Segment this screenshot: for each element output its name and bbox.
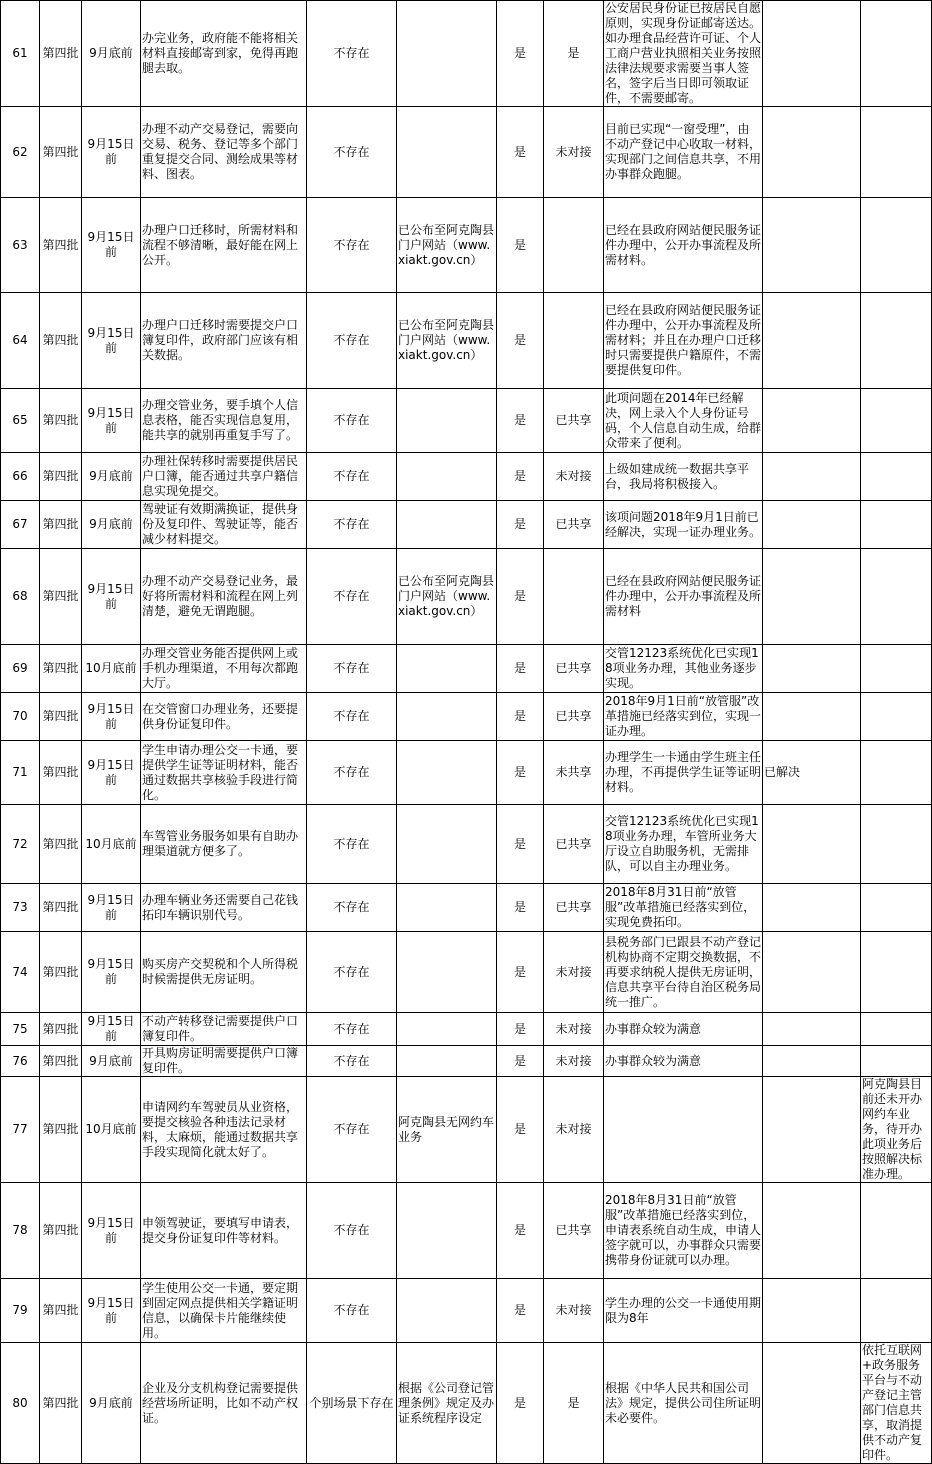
row-number-cell: 70 bbox=[1, 693, 40, 741]
sharing-status-cell: 未对接 bbox=[544, 1046, 604, 1077]
flag-cell: 是 bbox=[497, 741, 544, 805]
issue-cell: 申请网约车驾驶员从业资格，要提交核验各种违法记录材料，太麻烦，能通过数据共享手段实现简化就太好了。 bbox=[141, 1077, 307, 1183]
measure-cell: 办事群众较为满意 bbox=[604, 1046, 763, 1077]
deadline-cell: 9月15日前 bbox=[82, 884, 141, 932]
flag-cell: 是 bbox=[497, 501, 544, 549]
sharing-status-cell: 已共享 bbox=[544, 693, 604, 741]
deadline-cell: 9月15日前 bbox=[82, 932, 141, 1013]
measure-cell: 交管12123系统优化已实现18项业务办理，其他业务逐步实现。 bbox=[604, 645, 763, 693]
sharing-status-cell: 未对接 bbox=[544, 1077, 604, 1183]
table-row bbox=[1, 549, 932, 645]
table-row bbox=[1, 884, 932, 932]
sharing-status-cell: 未对接 bbox=[544, 1279, 604, 1343]
measure-cell: 该项问题2018年9月1日前已经解决，实现一证办理业务。 bbox=[604, 501, 763, 549]
basis-cell: 阿克陶县无网约车业务 bbox=[397, 1077, 497, 1183]
measure-cell: 目前已实现“一窗受理”，由不动产登记中心收取一材料，实现部门之间信息共享，不用办事群众跑腿。 bbox=[604, 107, 763, 198]
result-cell bbox=[763, 693, 861, 741]
deadline-cell: 9月底前 bbox=[82, 501, 141, 549]
sharing-status-cell: 是 bbox=[544, 1, 604, 107]
basis-cell bbox=[397, 107, 497, 198]
table-row bbox=[1, 645, 932, 693]
table-row bbox=[1, 1, 932, 107]
basis-cell bbox=[397, 932, 497, 1013]
issue-cell: 购买房产交契税和个人所得税时候需提供无房证明。 bbox=[141, 932, 307, 1013]
result-cell bbox=[763, 1046, 861, 1077]
exists-cell: 不存在 bbox=[307, 741, 397, 805]
measure-cell: 公安居民身份证已按居民自愿原则，实现身份证邮寄送达。如办理食品经营许可证、个人工商户营业执照相关业务按照法律法规要求需要当事人签名，签字后当日即可领取证件，不需要邮寄。 bbox=[605, 1, 762, 105]
deadline-cell: 9月15日前 bbox=[82, 549, 141, 645]
deadline-cell: 9月15日前 bbox=[82, 1013, 141, 1046]
exists-cell: 不存在 bbox=[307, 293, 397, 389]
issue-cell: 申领驾驶证，要填写申请表，提交身份证复印件等材料。 bbox=[141, 1183, 307, 1279]
measure-cell: 2018年8月31日前“放管服”改革措施已经落实到位，申请表系统自动生成，申请人签字就可以，办事群众只需要携带身份证就可以办理。 bbox=[604, 1183, 763, 1279]
table-row bbox=[1, 1343, 932, 1464]
issue-cell: 开具购房证明需要提供户口簿复印件。 bbox=[141, 1046, 307, 1077]
flag-cell: 是 bbox=[497, 805, 544, 884]
row-number-cell: 80 bbox=[1, 1343, 40, 1464]
exists-cell: 不存在 bbox=[307, 884, 397, 932]
result-cell bbox=[763, 549, 861, 645]
flag-cell: 是 bbox=[497, 884, 544, 932]
issue-cell: 办理户口迁移时，所需材料和流程不够清晰，最好能在网上公开。 bbox=[141, 198, 307, 293]
issue-cell: 办理社保转移时需要提供居民户口簿，能否通过共享户籍信息实现免提交。 bbox=[141, 453, 307, 501]
issue-cell: 驾驶证有效期满换证，提供身份及复印件、驾驶证等，能否减少材料提交。 bbox=[141, 501, 307, 549]
flag-cell: 是 bbox=[497, 198, 544, 293]
batch-cell: 第四批 bbox=[40, 1077, 82, 1183]
row-number-cell: 75 bbox=[1, 1013, 40, 1046]
flag-cell: 是 bbox=[497, 1077, 544, 1183]
batch-cell: 第四批 bbox=[40, 501, 82, 549]
flag-cell: 是 bbox=[497, 1013, 544, 1046]
flag-cell: 是 bbox=[497, 693, 544, 741]
sharing-status-cell: 未对接 bbox=[544, 107, 604, 198]
issue-cell: 办理不动产交易登记，需要向交易、税务、登记等多个部门重复提交合同、测绘成果等材料、图表。 bbox=[141, 107, 307, 198]
measure-cell: 办事群众较为满意 bbox=[604, 1013, 763, 1046]
row-number-cell: 73 bbox=[1, 884, 40, 932]
result-cell bbox=[763, 1183, 861, 1279]
result-cell bbox=[763, 198, 861, 293]
flag-cell: 是 bbox=[497, 1183, 544, 1279]
issue-cell: 不动产转移登记需要提供户口簿复印件。 bbox=[141, 1013, 307, 1046]
note-cell bbox=[861, 884, 932, 932]
table-body bbox=[1, 1, 932, 1464]
table-row bbox=[1, 501, 932, 549]
deadline-cell: 9月底前 bbox=[82, 1, 141, 107]
row-number-cell: 71 bbox=[1, 741, 40, 805]
result-cell: 已解决 bbox=[763, 741, 861, 805]
table-row bbox=[1, 198, 932, 293]
batch-cell: 第四批 bbox=[40, 1013, 82, 1046]
flag-cell: 是 bbox=[497, 1, 544, 107]
flag-cell: 是 bbox=[497, 107, 544, 198]
result-cell bbox=[763, 932, 861, 1013]
result-cell bbox=[763, 1077, 861, 1183]
batch-cell: 第四批 bbox=[40, 453, 82, 501]
basis-cell bbox=[397, 645, 497, 693]
batch-cell: 第四批 bbox=[40, 1, 82, 107]
issue-cell: 办理户口迁移时需要提交户口簿复印件，政府部门应该有相关数据。 bbox=[141, 293, 307, 389]
exists-cell: 不存在 bbox=[307, 1183, 397, 1279]
basis-cell bbox=[397, 1279, 497, 1343]
note-cell bbox=[861, 389, 932, 453]
table-row bbox=[1, 1183, 932, 1279]
result-cell bbox=[763, 293, 861, 389]
exists-cell: 不存在 bbox=[307, 1046, 397, 1077]
deadline-cell: 9月15日前 bbox=[82, 693, 141, 741]
result-cell bbox=[763, 389, 861, 453]
table-row bbox=[1, 293, 932, 389]
table-row bbox=[1, 805, 932, 884]
issue-cell: 办完业务，政府能不能将相关材料直接邮寄到家，免得再跑腿去取。 bbox=[141, 1, 307, 107]
note-cell bbox=[861, 1046, 932, 1077]
measure-cell: 学生办理的公交一卡通使用期限为8年 bbox=[604, 1279, 763, 1343]
measure-cell: 县税务部门已跟县不动产登记机构协商不定期交换数据，不再要求纳税人提供无房证明，信息共享平台待自治区税务局统一推广。 bbox=[604, 932, 763, 1013]
batch-cell: 第四批 bbox=[40, 198, 82, 293]
deadline-cell: 9月15日前 bbox=[82, 1183, 141, 1279]
note-cell: 依托互联网+政务服务平台与不动产登记主管部门信息共享，取消提供不动产复印件。 bbox=[861, 1343, 932, 1464]
basis-cell bbox=[397, 1013, 497, 1046]
measure-cell: 交管12123系统优化已实现18项业务办理，车管所业务大厅设立自助服务机，无需排队，可以自主办理业务。 bbox=[604, 805, 763, 884]
sharing-status-cell: 已共享 bbox=[544, 389, 604, 453]
issue-cell: 办理不动产交易登记业务，最好将所需材料和流程在网上列清楚，避免无谓跑腿。 bbox=[141, 549, 307, 645]
issue-cell: 在交管窗口办理业务，还要提供身份证复印件。 bbox=[141, 693, 307, 741]
issue-cell: 学生申请办理公交一卡通，要提供学生证等证明材料，能否通过数据共享核验手段进行简化。 bbox=[141, 741, 307, 805]
row-number-cell: 76 bbox=[1, 1046, 40, 1077]
deadline-cell: 9月底前 bbox=[82, 1046, 141, 1077]
table-row bbox=[1, 1279, 932, 1343]
measure-cell: 办理学生一卡通由学生班主任办理，不再提供学生证等证明材料。 bbox=[604, 741, 763, 805]
note-cell bbox=[861, 549, 932, 645]
result-cell bbox=[763, 453, 861, 501]
flag-cell: 是 bbox=[497, 453, 544, 501]
note-cell bbox=[861, 1013, 932, 1046]
row-number-cell: 67 bbox=[1, 501, 40, 549]
basis-cell bbox=[397, 501, 497, 549]
exists-cell: 不存在 bbox=[307, 932, 397, 1013]
batch-cell: 第四批 bbox=[40, 549, 82, 645]
exists-cell: 不存在 bbox=[307, 389, 397, 453]
result-cell bbox=[763, 1343, 861, 1464]
row-number-cell: 77 bbox=[1, 1077, 40, 1183]
basis-cell bbox=[397, 1183, 497, 1279]
table-row bbox=[1, 932, 932, 1013]
measure-cell: 上级如建成统一数据共享平台，我局将积极接入。 bbox=[604, 453, 763, 501]
result-cell bbox=[763, 884, 861, 932]
batch-cell: 第四批 bbox=[40, 1183, 82, 1279]
basis-cell bbox=[397, 453, 497, 501]
note-cell bbox=[861, 693, 932, 741]
basis-cell: 已公布至阿克陶县门户网站（www.xiakt.gov.cn） bbox=[397, 293, 497, 389]
sharing-status-cell bbox=[544, 198, 604, 293]
measure-cell: 根据《中华人民共和国公司法》规定，提供公司住所证明未必要件。 bbox=[604, 1343, 763, 1464]
note-cell bbox=[861, 932, 932, 1013]
sharing-status-cell: 未对接 bbox=[544, 932, 604, 1013]
note-cell bbox=[861, 501, 932, 549]
row-number-cell: 61 bbox=[1, 1, 40, 107]
deadline-cell: 9月15日前 bbox=[82, 389, 141, 453]
sharing-status-cell: 是 bbox=[544, 1343, 604, 1464]
row-number-cell: 66 bbox=[1, 453, 40, 501]
exists-cell: 不存在 bbox=[307, 107, 397, 198]
basis-cell bbox=[397, 741, 497, 805]
measure-cell: 此项问题在2014年已经解决，网上录入个人身份证号码，个人信息自动生成，给群众带来了便利。 bbox=[604, 389, 763, 453]
issue-cell: 学生使用公交一卡通，要定期到固定网点提供相关学籍证明信息，以确保卡片能继续使用。 bbox=[141, 1279, 307, 1343]
measure-cell: 已经在县政府网站便民服务证件办理中，公开办事流程及所需材料；并且在办理户口迁移时只需要提供户籍原件，不需要提供复印件。 bbox=[604, 293, 763, 389]
row-number-cell: 74 bbox=[1, 932, 40, 1013]
batch-cell: 第四批 bbox=[40, 1343, 82, 1464]
deadline-cell: 9月15日前 bbox=[82, 107, 141, 198]
sharing-status-cell bbox=[544, 293, 604, 389]
basis-cell: 已公布至阿克陶县门户网站（www.xiakt.gov.cn） bbox=[397, 198, 497, 293]
batch-cell: 第四批 bbox=[40, 293, 82, 389]
table-row bbox=[1, 107, 932, 198]
batch-cell: 第四批 bbox=[40, 884, 82, 932]
basis-cell bbox=[397, 1046, 497, 1077]
result-cell bbox=[763, 107, 861, 198]
exists-cell: 不存在 bbox=[307, 1077, 397, 1183]
table-row bbox=[1, 741, 932, 805]
deadline-cell: 9月15日前 bbox=[82, 293, 141, 389]
issue-cell: 车驾管业务服务如果有自助办理渠道就方便多了。 bbox=[141, 805, 307, 884]
result-cell bbox=[763, 1, 861, 107]
sharing-status-cell: 未对接 bbox=[544, 453, 604, 501]
batch-cell: 第四批 bbox=[40, 693, 82, 741]
basis-cell: 根据《公司登记管理条例》规定及办证系统程序设定 bbox=[397, 1343, 497, 1464]
result-cell bbox=[763, 1013, 861, 1046]
exists-cell: 不存在 bbox=[307, 805, 397, 884]
exists-cell: 不存在 bbox=[307, 549, 397, 645]
deadline-cell: 9月15日前 bbox=[82, 1279, 141, 1343]
result-cell bbox=[763, 645, 861, 693]
flag-cell: 是 bbox=[497, 1279, 544, 1343]
result-cell bbox=[763, 501, 861, 549]
sharing-status-cell: 已共享 bbox=[544, 645, 604, 693]
note-cell bbox=[861, 1, 932, 107]
flag-cell: 是 bbox=[497, 645, 544, 693]
table-row bbox=[1, 1013, 932, 1046]
flag-cell: 是 bbox=[497, 1046, 544, 1077]
basis-cell: 已公布至阿克陶县门户网站（www.xiakt.gov.cn） bbox=[397, 549, 497, 645]
issue-cell: 企业及分支机构登记需要提供经营场所证明，比如不动产权证。 bbox=[141, 1343, 307, 1464]
flag-cell: 是 bbox=[497, 293, 544, 389]
flag-cell: 是 bbox=[497, 932, 544, 1013]
note-cell bbox=[861, 107, 932, 198]
exists-cell: 不存在 bbox=[307, 501, 397, 549]
batch-cell: 第四批 bbox=[40, 1279, 82, 1343]
exists-cell: 不存在 bbox=[307, 1, 397, 107]
table-row bbox=[1, 1077, 932, 1183]
basis-cell bbox=[397, 389, 497, 453]
sharing-status-cell bbox=[544, 549, 604, 645]
flag-cell: 是 bbox=[497, 549, 544, 645]
deadline-cell: 10月底前 bbox=[82, 805, 141, 884]
batch-cell: 第四批 bbox=[40, 1046, 82, 1077]
sharing-status-cell: 已共享 bbox=[544, 805, 604, 884]
issue-cell: 办理交管业务，要手填个人信息表格，能否实现信息复用，能共享的就别再重复手写了。 bbox=[141, 389, 307, 453]
exists-cell: 不存在 bbox=[307, 198, 397, 293]
deadline-cell: 9月底前 bbox=[82, 1343, 141, 1464]
exists-cell: 不存在 bbox=[307, 453, 397, 501]
measure-cell: 2018年8月31日前“放管服”改革措施已经落实到位，实现免费拓印。 bbox=[604, 884, 763, 932]
measure-cell bbox=[604, 1077, 763, 1183]
row-number-cell: 62 bbox=[1, 107, 40, 198]
batch-cell: 第四批 bbox=[40, 645, 82, 693]
note-cell: 阿克陶县目前还未开办网约车业务，待开办此项业务后按照解决标准办理。 bbox=[861, 1077, 932, 1183]
flag-cell: 是 bbox=[497, 389, 544, 453]
batch-cell: 第四批 bbox=[40, 805, 82, 884]
batch-cell: 第四批 bbox=[40, 932, 82, 1013]
note-cell bbox=[861, 645, 932, 693]
table-row bbox=[1, 693, 932, 741]
table-row bbox=[1, 1046, 932, 1077]
batch-cell: 第四批 bbox=[40, 107, 82, 198]
exists-cell: 不存在 bbox=[307, 1279, 397, 1343]
issue-cell: 办理交管业务能否提供网上或手机办理渠道，不用每次都跑大厅。 bbox=[141, 645, 307, 693]
sharing-status-cell: 未共享 bbox=[544, 741, 604, 805]
deadline-cell: 9月15日前 bbox=[82, 741, 141, 805]
row-number-cell: 68 bbox=[1, 549, 40, 645]
row-number-cell: 65 bbox=[1, 389, 40, 453]
row-number-cell: 63 bbox=[1, 198, 40, 293]
table-row bbox=[1, 389, 932, 453]
row-number-cell: 72 bbox=[1, 805, 40, 884]
measure-cell: 已经在县政府网站便民服务证件办理中，公开办事流程及所需材料。 bbox=[604, 198, 763, 293]
row-number-cell: 69 bbox=[1, 645, 40, 693]
note-cell bbox=[861, 805, 932, 884]
row-number-cell: 64 bbox=[1, 293, 40, 389]
note-cell bbox=[861, 453, 932, 501]
result-cell bbox=[763, 1279, 861, 1343]
sharing-status-cell: 已共享 bbox=[544, 884, 604, 932]
row-number-cell: 79 bbox=[1, 1279, 40, 1343]
note-cell bbox=[861, 741, 932, 805]
issue-cell: 办理车辆业务还需要自己花钱拓印车辆识别代号。 bbox=[141, 884, 307, 932]
batch-cell: 第四批 bbox=[40, 741, 82, 805]
result-cell bbox=[763, 805, 861, 884]
deadline-cell: 10月底前 bbox=[82, 645, 141, 693]
basis-cell bbox=[397, 884, 497, 932]
basis-cell bbox=[397, 1, 497, 107]
note-cell bbox=[861, 1183, 932, 1279]
basis-cell bbox=[397, 693, 497, 741]
batch-cell: 第四批 bbox=[40, 389, 82, 453]
basis-cell bbox=[397, 805, 497, 884]
sharing-status-cell: 已共享 bbox=[544, 501, 604, 549]
measure-cell: 已经在县政府网站便民服务证件办理中，公开办事流程及所需材料 bbox=[604, 549, 763, 645]
sharing-status-cell: 未对接 bbox=[544, 1013, 604, 1046]
exists-cell: 不存在 bbox=[307, 693, 397, 741]
row-number-cell: 78 bbox=[1, 1183, 40, 1279]
note-cell bbox=[861, 293, 932, 389]
exists-cell: 不存在 bbox=[307, 1013, 397, 1046]
deadline-cell: 9月15日前 bbox=[82, 198, 141, 293]
exists-cell: 个别场景下存在 bbox=[307, 1343, 397, 1464]
measure-cell: 2018年9月1日前“放管服”改革措施已经落实到位，实现一证办理。 bbox=[604, 693, 763, 741]
table-row bbox=[1, 453, 932, 501]
deadline-cell: 10月底前 bbox=[82, 1077, 141, 1183]
exists-cell: 不存在 bbox=[307, 645, 397, 693]
flag-cell: 是 bbox=[497, 1343, 544, 1464]
sharing-status-cell: 已共享 bbox=[544, 1183, 604, 1279]
deadline-cell: 9月底前 bbox=[82, 453, 141, 501]
note-cell bbox=[861, 1279, 932, 1343]
note-cell bbox=[861, 198, 932, 293]
